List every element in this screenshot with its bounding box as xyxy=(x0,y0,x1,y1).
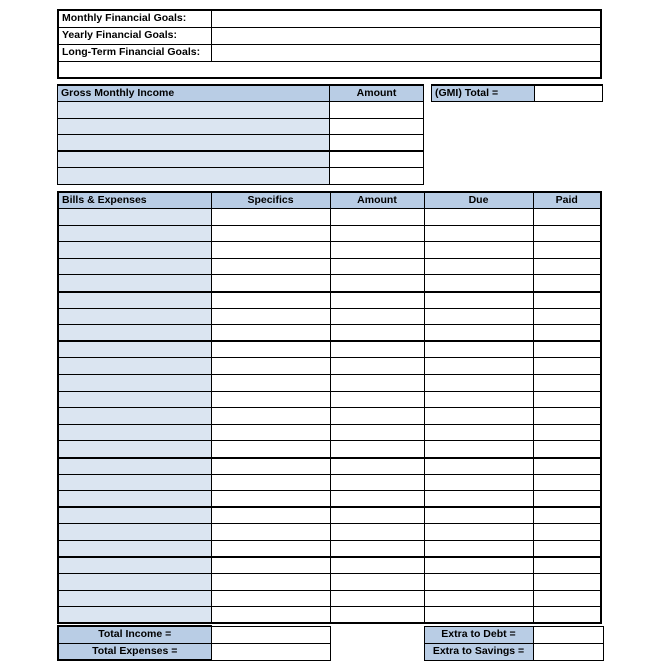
expense-due-cell[interactable] xyxy=(424,242,533,259)
gross-income-header: Gross Monthly Income xyxy=(58,85,330,102)
expense-name-cell[interactable] xyxy=(58,275,211,292)
expense-paid-cell[interactable] xyxy=(533,491,601,508)
expense-paid-cell[interactable] xyxy=(533,507,601,524)
expense-specifics-cell[interactable] xyxy=(211,242,330,259)
expense-name-cell[interactable] xyxy=(58,491,211,508)
spacer xyxy=(424,85,432,102)
expense-amount-cell[interactable] xyxy=(330,292,424,309)
expense-due-cell[interactable] xyxy=(424,474,533,491)
yearly-goals-label: Yearly Financial Goals: xyxy=(58,27,211,44)
expense-amount-cell[interactable] xyxy=(330,458,424,475)
expense-row xyxy=(58,258,601,275)
expense-specifics-cell[interactable] xyxy=(211,292,330,309)
expense-specifics-cell[interactable] xyxy=(211,607,330,624)
expense-name-cell[interactable] xyxy=(58,209,211,226)
expense-row xyxy=(58,441,601,458)
extra-debt-label: Extra to Debt = xyxy=(424,626,533,643)
expense-name-cell[interactable] xyxy=(58,574,211,591)
income-amount-cell[interactable] xyxy=(330,102,424,119)
expense-paid-cell[interactable] xyxy=(533,458,601,475)
expense-amount-cell[interactable] xyxy=(330,574,424,591)
expense-amount-cell[interactable] xyxy=(330,391,424,408)
expense-amount-cell[interactable] xyxy=(330,441,424,458)
expense-specifics-cell[interactable] xyxy=(211,491,330,508)
expense-paid-cell[interactable] xyxy=(533,524,601,541)
expense-paid-cell[interactable] xyxy=(533,540,601,557)
due-header: Due xyxy=(424,192,533,209)
monthly-goals-field[interactable] xyxy=(211,10,601,27)
expense-amount-cell[interactable] xyxy=(330,607,424,624)
expense-specifics-cell[interactable] xyxy=(211,424,330,441)
expense-specifics-cell[interactable] xyxy=(211,590,330,607)
expense-due-cell[interactable] xyxy=(424,408,533,425)
spacer xyxy=(535,118,603,135)
spacer xyxy=(432,118,535,135)
income-source-cell[interactable] xyxy=(58,135,330,152)
spacer xyxy=(424,102,432,119)
income-amount-header: Amount xyxy=(330,85,424,102)
expense-specifics-cell[interactable] xyxy=(211,391,330,408)
expense-specifics-cell[interactable] xyxy=(211,507,330,524)
expense-row xyxy=(58,524,601,541)
expense-paid-cell[interactable] xyxy=(533,441,601,458)
expense-name-cell[interactable] xyxy=(58,424,211,441)
spacer xyxy=(535,151,603,168)
spacer xyxy=(432,102,535,119)
expense-name-cell[interactable] xyxy=(58,375,211,392)
yearly-goals-field[interactable] xyxy=(211,27,601,44)
expense-due-cell[interactable] xyxy=(424,292,533,309)
expense-due-cell[interactable] xyxy=(424,491,533,508)
spacer xyxy=(432,168,535,185)
expense-amount-cell[interactable] xyxy=(330,491,424,508)
expense-amount-cell[interactable] xyxy=(330,540,424,557)
expense-due-cell[interactable] xyxy=(424,325,533,342)
expense-row xyxy=(58,308,601,325)
expense-row xyxy=(58,574,601,591)
expense-name-cell[interactable] xyxy=(58,540,211,557)
expense-due-cell[interactable] xyxy=(424,308,533,325)
expense-name-cell[interactable] xyxy=(58,341,211,358)
spacer xyxy=(330,626,424,643)
expense-paid-cell[interactable] xyxy=(533,375,601,392)
expense-paid-cell[interactable] xyxy=(533,557,601,574)
specifics-header: Specifics xyxy=(211,192,330,209)
extra-debt-field[interactable] xyxy=(533,626,603,643)
total-expenses-label: Total Expenses = xyxy=(58,643,211,660)
spacer xyxy=(424,135,432,152)
expense-due-cell[interactable] xyxy=(424,557,533,574)
expense-specifics-cell[interactable] xyxy=(211,408,330,425)
expense-due-cell[interactable] xyxy=(424,391,533,408)
expense-row xyxy=(58,225,601,242)
expense-paid-cell[interactable] xyxy=(533,574,601,591)
expense-row xyxy=(58,474,601,491)
spacer xyxy=(535,168,603,185)
longterm-goals-label: Long-Term Financial Goals: xyxy=(58,44,211,61)
total-expenses-field[interactable] xyxy=(211,643,330,660)
expense-row xyxy=(58,458,601,475)
spacer xyxy=(330,643,424,660)
expense-specifics-cell[interactable] xyxy=(211,557,330,574)
expense-due-cell[interactable] xyxy=(424,258,533,275)
expense-name-cell[interactable] xyxy=(58,308,211,325)
expense-specifics-cell[interactable] xyxy=(211,474,330,491)
expense-due-cell[interactable] xyxy=(424,507,533,524)
expense-specifics-cell[interactable] xyxy=(211,524,330,541)
total-income-field[interactable] xyxy=(211,626,330,643)
expense-amount-cell[interactable] xyxy=(330,524,424,541)
expense-amount-cell[interactable] xyxy=(330,507,424,524)
expense-name-cell[interactable] xyxy=(58,258,211,275)
expense-specifics-cell[interactable] xyxy=(211,275,330,292)
expense-paid-cell[interactable] xyxy=(533,358,601,375)
expense-row xyxy=(58,275,601,292)
expense-due-cell[interactable] xyxy=(424,275,533,292)
expense-due-cell[interactable] xyxy=(424,590,533,607)
bills-header: Bills & Expenses xyxy=(58,192,211,209)
expense-amount-cell[interactable] xyxy=(330,308,424,325)
expense-name-cell[interactable] xyxy=(58,524,211,541)
expense-paid-cell[interactable] xyxy=(533,308,601,325)
totals-table xyxy=(57,625,604,661)
gross-income-table xyxy=(57,84,603,185)
expense-amount-cell[interactable] xyxy=(330,474,424,491)
expense-paid-cell[interactable] xyxy=(533,424,601,441)
spacer xyxy=(535,102,603,119)
expense-specifics-cell[interactable] xyxy=(211,308,330,325)
expense-amount-cell[interactable] xyxy=(330,408,424,425)
expense-paid-cell[interactable] xyxy=(533,474,601,491)
expense-amount-cell[interactable] xyxy=(330,341,424,358)
income-amount-cell[interactable] xyxy=(330,135,424,152)
expense-paid-cell[interactable] xyxy=(533,209,601,226)
expense-name-cell[interactable] xyxy=(58,242,211,259)
expense-amount-cell[interactable] xyxy=(330,424,424,441)
longterm-goals-field[interactable] xyxy=(211,44,601,61)
spacer xyxy=(432,135,535,152)
extra-savings-label: Extra to Savings = xyxy=(424,643,533,660)
total-income-label: Total Income = xyxy=(58,626,211,643)
expense-paid-cell[interactable] xyxy=(533,590,601,607)
income-amount-cell[interactable] xyxy=(330,118,424,135)
expense-due-cell[interactable] xyxy=(424,607,533,624)
expense-row xyxy=(58,424,601,441)
income-source-cell[interactable] xyxy=(58,118,330,135)
expense-name-cell[interactable] xyxy=(58,590,211,607)
gmi-total-label: (GMI) Total = xyxy=(432,85,535,102)
expense-specifics-cell[interactable] xyxy=(211,209,330,226)
expense-paid-cell[interactable] xyxy=(533,242,601,259)
expense-specifics-cell[interactable] xyxy=(211,341,330,358)
expense-specifics-cell[interactable] xyxy=(211,540,330,557)
spacer xyxy=(432,151,535,168)
expense-row xyxy=(58,391,601,408)
expense-row xyxy=(58,375,601,392)
expense-amount-cell[interactable] xyxy=(330,275,424,292)
paid-header: Paid xyxy=(533,192,601,209)
amount-header: Amount xyxy=(330,192,424,209)
expense-row xyxy=(58,341,601,358)
expense-amount-cell[interactable] xyxy=(330,225,424,242)
expense-due-cell[interactable] xyxy=(424,225,533,242)
expense-due-cell[interactable] xyxy=(424,341,533,358)
expense-name-cell[interactable] xyxy=(58,441,211,458)
expense-specifics-cell[interactable] xyxy=(211,375,330,392)
expense-amount-cell[interactable] xyxy=(330,358,424,375)
expense-name-cell[interactable] xyxy=(58,474,211,491)
expense-row xyxy=(58,607,601,624)
income-amount-cell[interactable] xyxy=(330,168,424,185)
expense-amount-cell[interactable] xyxy=(330,258,424,275)
expense-specifics-cell[interactable] xyxy=(211,358,330,375)
expense-name-cell[interactable] xyxy=(58,458,211,475)
expense-due-cell[interactable] xyxy=(424,458,533,475)
expense-row xyxy=(58,292,601,309)
expense-row xyxy=(58,491,601,508)
expense-name-cell[interactable] xyxy=(58,225,211,242)
expense-due-cell[interactable] xyxy=(424,441,533,458)
expense-row xyxy=(58,358,601,375)
income-source-cell[interactable] xyxy=(58,168,330,185)
expense-specifics-cell[interactable] xyxy=(211,325,330,342)
expense-row xyxy=(58,325,601,342)
expense-paid-cell[interactable] xyxy=(533,225,601,242)
expense-paid-cell[interactable] xyxy=(533,275,601,292)
expense-due-cell[interactable] xyxy=(424,209,533,226)
expense-due-cell[interactable] xyxy=(424,574,533,591)
expense-name-cell[interactable] xyxy=(58,391,211,408)
expense-due-cell[interactable] xyxy=(424,375,533,392)
bills-body xyxy=(58,209,601,624)
income-source-cell[interactable] xyxy=(58,151,330,168)
expense-due-cell[interactable] xyxy=(424,524,533,541)
expense-name-cell[interactable] xyxy=(58,408,211,425)
expense-row xyxy=(58,557,601,574)
expense-paid-cell[interactable] xyxy=(533,408,601,425)
expense-row xyxy=(58,242,601,259)
expense-due-cell[interactable] xyxy=(424,424,533,441)
expense-name-cell[interactable] xyxy=(58,507,211,524)
expense-amount-cell[interactable] xyxy=(330,325,424,342)
expense-paid-cell[interactable] xyxy=(533,341,601,358)
expense-amount-cell[interactable] xyxy=(330,557,424,574)
expense-due-cell[interactable] xyxy=(424,358,533,375)
financial-goals-table xyxy=(57,9,602,79)
expense-specifics-cell[interactable] xyxy=(211,574,330,591)
spacer xyxy=(424,168,432,185)
expense-row xyxy=(58,507,601,524)
expense-name-cell[interactable] xyxy=(58,325,211,342)
gmi-total-field[interactable] xyxy=(535,85,603,102)
extra-savings-field[interactable] xyxy=(533,643,603,660)
bills-expenses-table xyxy=(57,191,602,624)
goals-extra-field[interactable] xyxy=(58,61,601,78)
spacer xyxy=(424,151,432,168)
expense-name-cell[interactable] xyxy=(58,358,211,375)
expense-row xyxy=(58,590,601,607)
expense-specifics-cell[interactable] xyxy=(211,258,330,275)
expense-name-cell[interactable] xyxy=(58,557,211,574)
spacer xyxy=(535,135,603,152)
expense-amount-cell[interactable] xyxy=(330,590,424,607)
expense-due-cell[interactable] xyxy=(424,540,533,557)
expense-specifics-cell[interactable] xyxy=(211,458,330,475)
income-amount-cell[interactable] xyxy=(330,151,424,168)
expense-paid-cell[interactable] xyxy=(533,325,601,342)
monthly-goals-label: Monthly Financial Goals: xyxy=(58,10,211,27)
expense-amount-cell[interactable] xyxy=(330,242,424,259)
spacer xyxy=(424,118,432,135)
income-source-cell[interactable] xyxy=(58,102,330,119)
expense-paid-cell[interactable] xyxy=(533,391,601,408)
expense-amount-cell[interactable] xyxy=(330,209,424,226)
expense-paid-cell[interactable] xyxy=(533,258,601,275)
expense-specifics-cell[interactable] xyxy=(211,441,330,458)
expense-name-cell[interactable] xyxy=(58,607,211,624)
expense-specifics-cell[interactable] xyxy=(211,225,330,242)
expense-paid-cell[interactable] xyxy=(533,292,601,309)
expense-paid-cell[interactable] xyxy=(533,607,601,624)
expense-name-cell[interactable] xyxy=(58,292,211,309)
expense-row xyxy=(58,209,601,226)
expense-amount-cell[interactable] xyxy=(330,375,424,392)
expense-row xyxy=(58,408,601,425)
expense-row xyxy=(58,540,601,557)
